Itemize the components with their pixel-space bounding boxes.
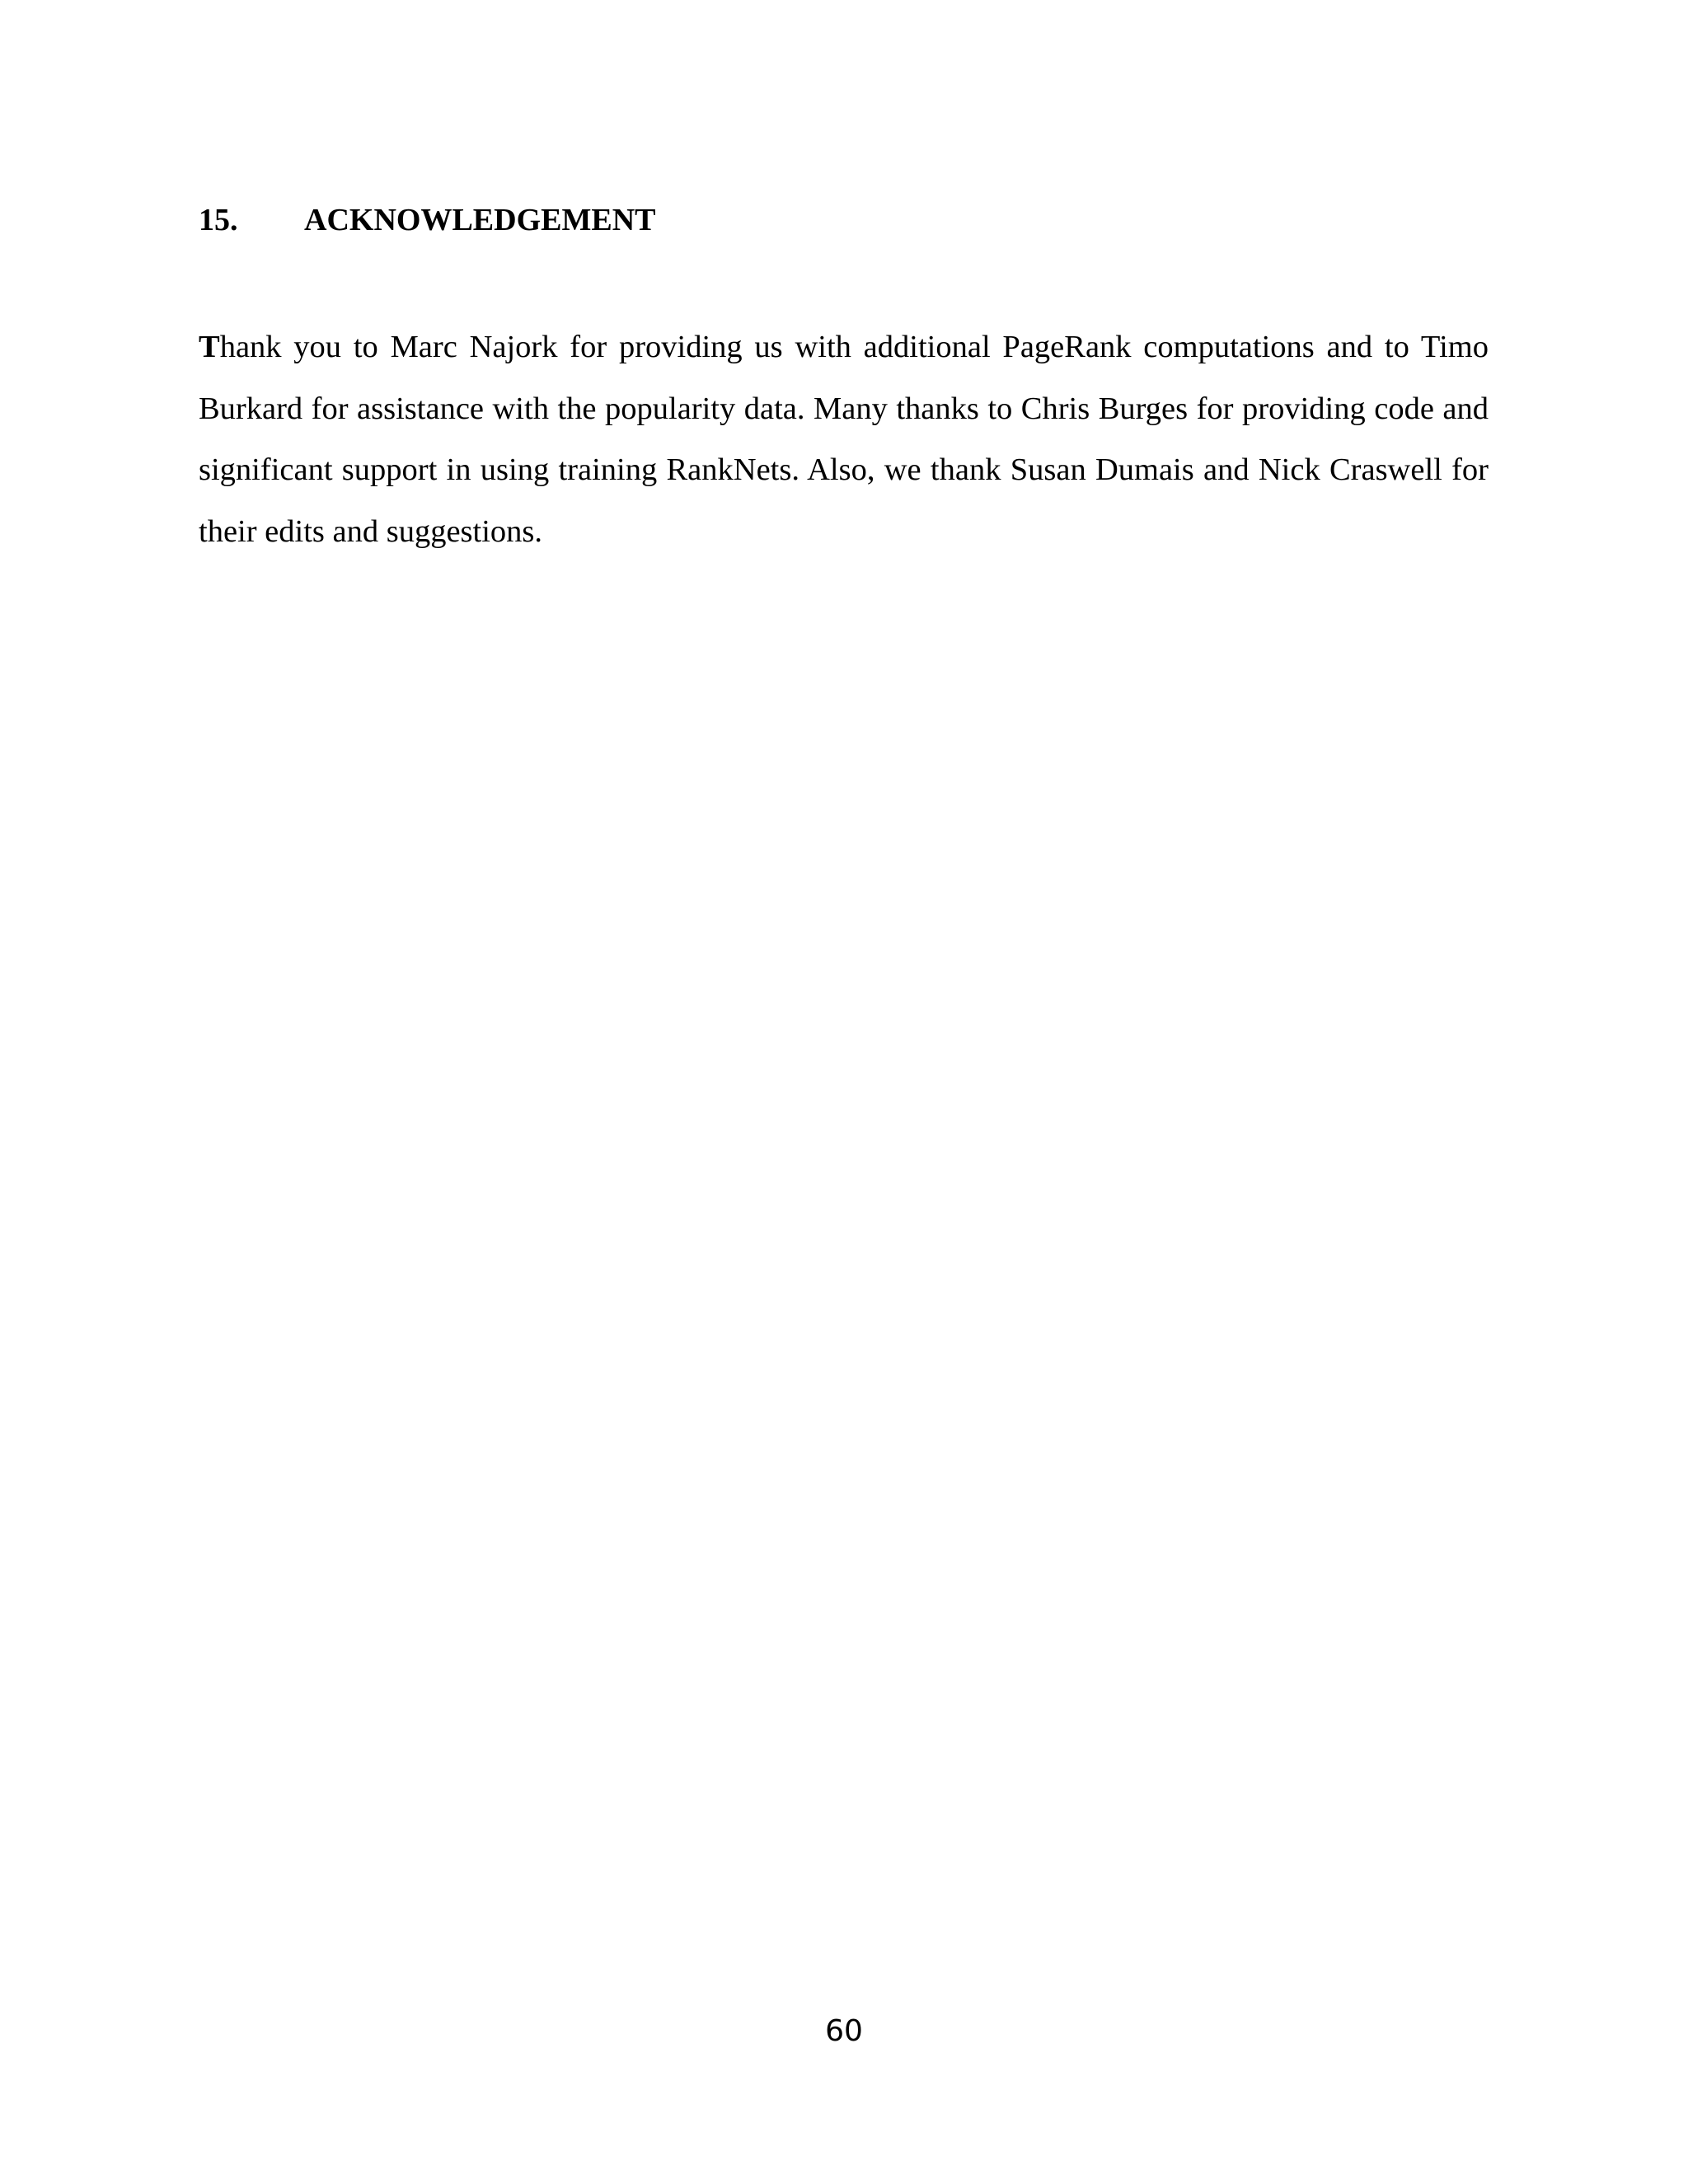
- paragraph-text: hank you to Marc Najork for providing us with additional PageRank computations and to Timo Burkard for assistance with the popularity data. Many thanks to Chris Burges for providing code and significant support in using training RankNets. Also, we thank Susan Dumais and Nick Craswell for their edits and suggestions.: [199, 330, 1489, 549]
- acknowledgement-paragraph: [199, 316, 1489, 562]
- section-heading: [199, 198, 655, 242]
- page-number: 60: [825, 2014, 863, 2048]
- section-number: 15.: [199, 203, 238, 237]
- paragraph-first-letter: T: [199, 330, 220, 364]
- section-title: ACKNOWLEDGEMENT: [304, 203, 656, 237]
